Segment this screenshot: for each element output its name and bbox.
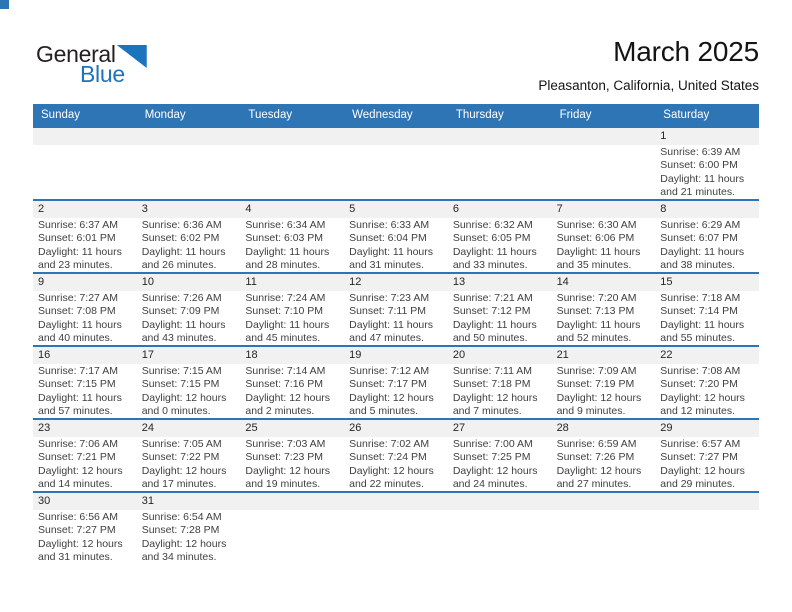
day-cell [655,291,759,345]
date-number [448,493,552,510]
day-cell [448,218,552,272]
day-cell [240,364,344,418]
sunset-text: Sunset: 6:07 PM [660,232,738,245]
sunset-text: Sunset: 7:20 PM [660,378,738,391]
date-number: 17 [141,349,154,361]
date-number: 30 [38,495,51,507]
date-strip [33,420,759,437]
sunset-text: Sunset: 7:18 PM [452,378,531,391]
content-strip [33,510,759,564]
sunrise-text: Sunrise: 7:05 AM [141,438,222,450]
sunrise-text: Sunrise: 7:06 AM [38,438,118,450]
date-number: 14 [556,276,569,288]
daylight-text-line2: and 29 minutes. [660,478,735,491]
content-strip [33,364,759,418]
daylight-text-line1: Daylight: 12 hours [141,537,227,550]
day-cell [137,218,241,272]
daylight-text-line2: and 23 minutes. [38,259,113,272]
day-cell [552,145,656,199]
daylight-text-line1: Daylight: 11 hours [349,245,433,258]
sunset-text: Sunset: 7:15 PM [38,378,116,391]
sunrise-text: Sunrise: 7:11 AM [452,365,533,377]
date-number: 19 [349,349,362,361]
sunset-text: Sunset: 7:13 PM [556,305,635,318]
sunrise-text: Sunrise: 6:37 AM [38,219,118,231]
weekday-header-row [33,104,759,126]
daylight-text-line1: Daylight: 11 hours [660,318,745,331]
day-cell [655,218,759,272]
daylight-text-line1: Daylight: 11 hours [452,245,537,258]
day-cell [137,145,241,199]
date-number [344,128,448,145]
daylight-text-line2: and 5 minutes. [349,405,419,418]
content-strip [33,291,759,345]
sunset-text: Sunset: 7:09 PM [141,305,220,318]
weekday-label-monday: Monday [144,109,186,121]
date-number: 1 [660,130,667,142]
sunset-text: Sunset: 6:02 PM [141,232,220,245]
daylight-text-line2: and 27 minutes. [556,478,632,491]
day-cell [33,145,137,199]
date-number: 27 [452,422,466,434]
location-subtitle: Pleasanton, California, United States [538,78,759,93]
date-number: 13 [452,276,466,288]
sunrise-text: Sunrise: 7:00 AM [452,438,533,450]
sunrise-text: Sunrise: 6:59 AM [556,438,637,450]
daylight-text-line1: Daylight: 11 hours [38,245,122,258]
daylight-text-line1: Daylight: 11 hours [245,245,330,258]
date-strip [33,274,759,291]
sunset-text: Sunset: 7:22 PM [141,451,220,464]
sunrise-text: Sunrise: 6:32 AM [452,219,533,231]
daylight-text-line1: Daylight: 12 hours [245,464,331,477]
sunrise-text: Sunrise: 7:14 AM [245,365,326,377]
date-number [448,128,552,145]
weekday-label-wednesday: Wednesday [352,109,413,121]
date-number: 20 [452,349,466,361]
day-cell [344,510,448,564]
day-cell [240,291,344,345]
weekday-label-sunday: Sunday [41,109,81,121]
date-number: 6 [452,203,459,215]
daylight-text-line1: Daylight: 11 hours [660,172,745,185]
sunrise-text: Sunrise: 6:29 AM [660,219,741,231]
sunrise-text: Sunrise: 7:12 AM [349,365,430,377]
sunrise-text: Sunrise: 6:30 AM [556,219,637,231]
daylight-text-line2: and 47 minutes. [349,332,424,345]
corner-artifact [0,0,9,9]
sunset-text: Sunset: 7:25 PM [452,451,531,464]
sunset-text: Sunset: 7:19 PM [556,378,635,391]
day-cell [33,218,137,272]
sunrise-text: Sunrise: 7:02 AM [349,438,430,450]
daylight-text-line1: Daylight: 12 hours [452,464,538,477]
sunrise-text: Sunrise: 7:24 AM [245,292,326,304]
calendar-grid [33,126,759,564]
date-number: 9 [38,276,45,288]
daylight-text-line1: Daylight: 11 hours [349,318,433,331]
daylight-text-line1: Daylight: 12 hours [38,464,123,477]
daylight-text-line1: Daylight: 11 hours [452,318,537,331]
day-cell [448,364,552,418]
daylight-text-line2: and 12 minutes. [660,405,735,418]
daylight-text-line2: and 22 minutes. [349,478,424,491]
date-strip [33,493,759,510]
daylight-text-line1: Daylight: 11 hours [245,318,330,331]
sunset-text: Sunset: 7:10 PM [245,305,324,318]
daylight-text-line2: and 14 minutes. [38,478,113,491]
sunset-text: Sunset: 6:04 PM [349,232,427,245]
sunrise-text: Sunrise: 6:39 AM [660,146,741,158]
daylight-text-line2: and 19 minutes. [245,478,321,491]
sunrise-text: Sunrise: 7:18 AM [660,292,741,304]
date-number [552,128,656,145]
day-cell [137,364,241,418]
day-cell [655,437,759,491]
daylight-text-line2: and 52 minutes. [556,332,632,345]
sunrise-text: Sunrise: 7:21 AM [452,292,533,304]
date-strip [33,128,759,145]
daylight-text-line2: and 24 minutes. [452,478,528,491]
general-blue-logo [36,41,166,87]
week-row [33,126,759,199]
daylight-text-line1: Daylight: 12 hours [349,464,434,477]
day-cell [344,437,448,491]
sunset-text: Sunset: 7:27 PM [660,451,738,464]
day-cell [137,510,241,564]
date-number: 21 [556,349,569,361]
sunset-text: Sunset: 7:11 PM [349,305,426,318]
daylight-text-line2: and 7 minutes. [452,405,522,418]
date-number: 24 [141,422,154,434]
logo-text-general: General [36,41,116,67]
day-cell [655,510,759,564]
daylight-text-line1: Daylight: 12 hours [660,391,745,404]
date-number: 11 [245,276,257,288]
day-cell [552,510,656,564]
sunrise-text: Sunrise: 7:20 AM [556,292,637,304]
daylight-text-line2: and 33 minutes. [452,259,528,272]
day-cell [137,291,241,345]
weekday-label-friday: Friday [559,109,592,121]
sunset-text: Sunset: 7:12 PM [452,305,531,318]
date-number [240,493,344,510]
daylight-text-line2: and 26 minutes. [141,259,217,272]
date-number: 31 [141,495,154,507]
date-number: 10 [141,276,154,288]
sunrise-text: Sunrise: 7:23 AM [349,292,430,304]
daylight-text-line2: and 55 minutes. [660,332,735,345]
day-cell [344,218,448,272]
daylight-text-line2: and 21 minutes. [660,186,735,199]
sunrise-text: Sunrise: 6:56 AM [38,511,118,523]
day-cell [344,145,448,199]
daylight-text-line2: and 0 minutes. [141,405,211,418]
sunrise-text: Sunrise: 7:03 AM [245,438,326,450]
weekday-label-saturday: Saturday [663,109,710,121]
sunset-text: Sunset: 7:27 PM [38,524,116,537]
day-cell [552,218,656,272]
date-number: 5 [349,203,356,215]
daylight-text-line1: Daylight: 12 hours [556,464,642,477]
day-cell [655,145,759,199]
sunset-text: Sunset: 7:21 PM [38,451,116,464]
sunset-text: Sunset: 7:26 PM [556,451,635,464]
date-number: 4 [245,203,252,215]
date-number: 16 [38,349,51,361]
date-number: 25 [245,422,258,434]
date-number: 12 [349,276,362,288]
sunrise-text: Sunrise: 7:09 AM [556,365,637,377]
date-number: 26 [349,422,362,434]
daylight-text-line2: and 34 minutes. [141,551,217,564]
logo-text-blue: Blue [80,61,125,87]
content-strip [33,218,759,272]
date-number: 23 [38,422,51,434]
sunset-text: Sunset: 6:05 PM [452,232,531,245]
date-number: 18 [245,349,258,361]
daylight-text-line2: and 40 minutes. [38,332,113,345]
sunrise-text: Sunrise: 7:15 AM [141,365,222,377]
day-cell [448,145,552,199]
day-cell [137,437,241,491]
daylight-text-line1: Daylight: 12 hours [245,391,331,404]
sunset-text: Sunset: 6:01 PM [38,232,116,245]
week-row [33,418,759,491]
day-cell [240,510,344,564]
sunrise-text: Sunrise: 7:26 AM [141,292,222,304]
sunset-text: Sunset: 7:14 PM [660,305,738,318]
date-strip [33,347,759,364]
daylight-text-line2: and 35 minutes. [556,259,632,272]
day-cell [448,510,552,564]
weekday-label-tuesday: Tuesday [248,109,293,121]
daylight-text-line1: Daylight: 11 hours [660,245,745,258]
sunrise-text: Sunrise: 7:17 AM [38,365,118,377]
date-number [240,128,344,145]
daylight-text-line1: Daylight: 12 hours [556,391,642,404]
content-strip [33,145,759,199]
day-cell [33,291,137,345]
day-cell [552,437,656,491]
date-number: 2 [38,203,45,215]
date-number [344,493,448,510]
daylight-text-line1: Daylight: 11 hours [141,318,226,331]
day-cell [33,437,137,491]
date-number: 15 [660,276,673,288]
daylight-text-line1: Daylight: 11 hours [38,391,122,404]
daylight-text-line1: Daylight: 12 hours [660,464,745,477]
sunrise-text: Sunrise: 7:27 AM [38,292,118,304]
week-row [33,345,759,418]
daylight-text-line2: and 2 minutes. [245,405,315,418]
month-title: March 2025 [613,36,759,67]
calendar-table [33,104,759,564]
sunset-text: Sunset: 7:23 PM [245,451,324,464]
date-number: 7 [556,203,563,215]
daylight-text-line1: Daylight: 11 hours [556,318,641,331]
day-cell [344,291,448,345]
date-number [655,493,759,510]
date-number: 3 [141,203,148,215]
daylight-text-line1: Daylight: 11 hours [38,318,122,331]
day-cell [344,364,448,418]
sunrise-text: Sunrise: 6:33 AM [349,219,430,231]
daylight-text-line2: and 43 minutes. [141,332,217,345]
week-row [33,272,759,345]
daylight-text-line2: and 31 minutes. [349,259,424,272]
daylight-text-line2: and 17 minutes. [141,478,217,491]
day-cell [33,510,137,564]
daylight-text-line2: and 31 minutes. [38,551,113,564]
sunset-text: Sunset: 7:08 PM [38,305,116,318]
day-cell [448,291,552,345]
daylight-text-line1: Daylight: 12 hours [452,391,538,404]
date-strip [33,201,759,218]
sunrise-text: Sunrise: 6:57 AM [660,438,741,450]
sunset-text: Sunset: 6:03 PM [245,232,324,245]
sunrise-text: Sunrise: 6:54 AM [141,511,222,523]
daylight-text-line2: and 57 minutes. [38,405,113,418]
date-number [552,493,656,510]
sunrise-text: Sunrise: 6:34 AM [245,219,326,231]
day-cell [655,364,759,418]
daylight-text-line1: Daylight: 12 hours [141,391,227,404]
sunset-text: Sunset: 7:15 PM [141,378,220,391]
sunrise-text: Sunrise: 6:36 AM [141,219,222,231]
sunrise-text: Sunrise: 7:08 AM [660,365,741,377]
sunset-text: Sunset: 7:28 PM [141,524,220,537]
day-cell [240,218,344,272]
day-cell [240,437,344,491]
date-number: 28 [556,422,569,434]
daylight-text-line1: Daylight: 12 hours [349,391,434,404]
day-cell [552,291,656,345]
daylight-text-line2: and 45 minutes. [245,332,321,345]
week-row [33,491,759,564]
day-cell [448,437,552,491]
date-number: 22 [660,349,673,361]
date-number [33,128,137,145]
daylight-text-line2: and 50 minutes. [452,332,528,345]
sunset-text: Sunset: 7:24 PM [349,451,427,464]
daylight-text-line1: Daylight: 11 hours [141,245,226,258]
sunset-text: Sunset: 7:16 PM [245,378,324,391]
week-row [33,199,759,272]
weekday-label-thursday: Thursday [455,109,504,121]
sunset-text: Sunset: 6:00 PM [660,159,738,172]
sunset-text: Sunset: 6:06 PM [556,232,635,245]
daylight-text-line1: Daylight: 12 hours [38,537,123,550]
daylight-text-line2: and 28 minutes. [245,259,321,272]
day-cell [33,364,137,418]
date-number: 29 [660,422,673,434]
daylight-text-line2: and 9 minutes. [556,405,626,418]
content-strip [33,437,759,491]
date-number: 8 [660,203,667,215]
day-cell [240,145,344,199]
date-number [137,128,241,145]
daylight-text-line1: Daylight: 12 hours [141,464,227,477]
sunset-text: Sunset: 7:17 PM [349,378,427,391]
day-cell [552,364,656,418]
daylight-text-line2: and 38 minutes. [660,259,735,272]
daylight-text-line1: Daylight: 11 hours [556,245,641,258]
